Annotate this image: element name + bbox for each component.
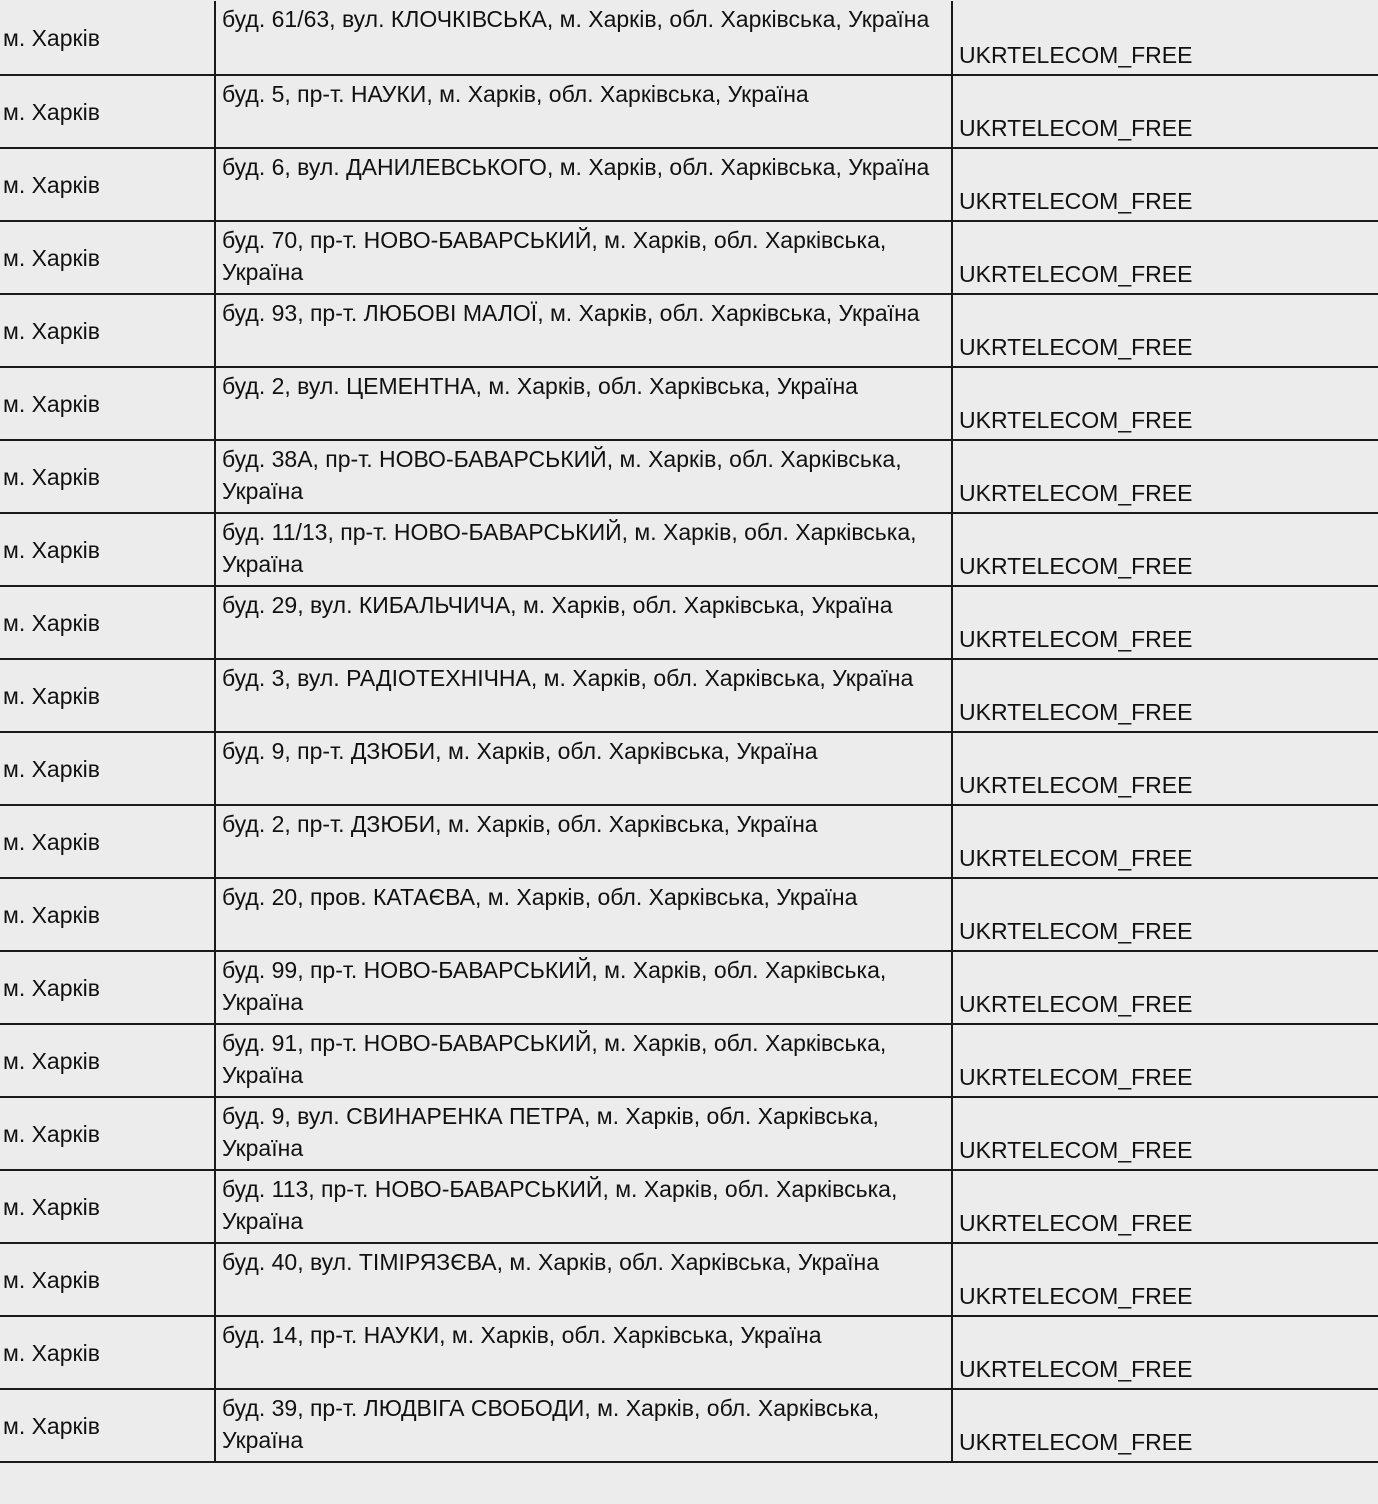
address-cell: буд. 20, пров. КАТАЄВА, м. Харків, обл. Харківська, Україна	[215, 878, 952, 951]
address-cell: буд. 40, вул. ТІМІРЯЗЄВА, м. Харків, обл. Харківська, Україна	[215, 1243, 952, 1316]
address-cell: буд. 91, пр-т. НОВО-БАВАРСЬКИЙ, м. Харків, обл. Харківська, Україна	[215, 1024, 952, 1097]
table-row	[0, 1243, 1378, 1316]
city-cell: м. Харків	[0, 75, 215, 148]
city-cell: м. Харків	[0, 367, 215, 440]
ssid-cell: UKRTELECOM_FREE	[952, 586, 1378, 659]
city-cell: м. Харків	[0, 1097, 215, 1170]
table-row	[0, 367, 1378, 440]
address-cell: буд. 2, пр-т. ДЗЮБИ, м. Харків, обл. Харківська, Україна	[215, 805, 952, 878]
address-cell: буд. 29, вул. КИБАЛЬЧИЧА, м. Харків, обл. Харківська, Україна	[215, 586, 952, 659]
table-row	[0, 1389, 1378, 1462]
table-body	[0, 1, 1378, 1462]
address-cell: буд. 38А, пр-т. НОВО-БАВАРСЬКИЙ, м. Харків, обл. Харківська, Україна	[215, 440, 952, 513]
table-row	[0, 951, 1378, 1024]
ssid-cell: UKRTELECOM_FREE	[952, 951, 1378, 1024]
city-cell: м. Харків	[0, 440, 215, 513]
city-cell: м. Харків	[0, 1243, 215, 1316]
city-cell: м. Харків	[0, 1316, 215, 1389]
ssid-cell: UKRTELECOM_FREE	[952, 878, 1378, 951]
table-row	[0, 75, 1378, 148]
table-row	[0, 586, 1378, 659]
ssid-cell: UKRTELECOM_FREE	[952, 805, 1378, 878]
address-cell: буд. 6, вул. ДАНИЛЕВСЬКОГО, м. Харків, обл. Харківська, Україна	[215, 148, 952, 221]
address-cell: буд. 14, пр-т. НАУКИ, м. Харків, обл. Харківська, Україна	[215, 1316, 952, 1389]
ssid-cell: UKRTELECOM_FREE	[952, 221, 1378, 294]
table-row	[0, 148, 1378, 221]
city-cell: м. Харків	[0, 1389, 215, 1462]
ssid-cell: UKRTELECOM_FREE	[952, 75, 1378, 148]
city-cell: м. Харків	[0, 294, 215, 367]
ssid-cell: UKRTELECOM_FREE	[952, 148, 1378, 221]
table-row	[0, 732, 1378, 805]
table-row	[0, 221, 1378, 294]
city-cell: м. Харків	[0, 586, 215, 659]
table-row	[0, 805, 1378, 878]
city-cell: м. Харків	[0, 878, 215, 951]
ssid-cell: UKRTELECOM_FREE	[952, 1097, 1378, 1170]
city-cell: м. Харків	[0, 1170, 215, 1243]
table-row	[0, 440, 1378, 513]
table-row	[0, 1, 1378, 75]
city-cell: м. Харків	[0, 951, 215, 1024]
address-cell: буд. 9, вул. СВИНАРЕНКА ПЕТРА, м. Харків, обл. Харківська, Україна	[215, 1097, 952, 1170]
ssid-cell: UKRTELECOM_FREE	[952, 513, 1378, 586]
ssid-cell: UKRTELECOM_FREE	[952, 440, 1378, 513]
address-cell: буд. 9, пр-т. ДЗЮБИ, м. Харків, обл. Харківська, Україна	[215, 732, 952, 805]
address-cell: буд. 70, пр-т. НОВО-БАВАРСЬКИЙ, м. Харків, обл. Харківська, Україна	[215, 221, 952, 294]
table-row	[0, 1316, 1378, 1389]
table-row	[0, 513, 1378, 586]
address-cell: буд. 93, пр-т. ЛЮБОВІ МАЛОЇ, м. Харків, обл. Харківська, Україна	[215, 294, 952, 367]
table-row	[0, 1097, 1378, 1170]
ssid-cell: UKRTELECOM_FREE	[952, 1170, 1378, 1243]
city-cell: м. Харків	[0, 659, 215, 732]
ssid-cell: UKRTELECOM_FREE	[952, 1024, 1378, 1097]
city-cell: м. Харків	[0, 805, 215, 878]
address-cell: буд. 99, пр-т. НОВО-БАВАРСЬКИЙ, м. Харків, обл. Харківська, Україна	[215, 951, 952, 1024]
city-cell: м. Харків	[0, 513, 215, 586]
table-row	[0, 1024, 1378, 1097]
wifi-hotspot-table	[0, 1, 1378, 1463]
city-cell: м. Харків	[0, 1024, 215, 1097]
city-cell: м. Харків	[0, 732, 215, 805]
address-cell: буд. 2, вул. ЦЕМЕНТНА, м. Харків, обл. Харківська, Україна	[215, 367, 952, 440]
ssid-cell: UKRTELECOM_FREE	[952, 659, 1378, 732]
address-cell: буд. 113, пр-т. НОВО-БАВАРСЬКИЙ, м. Харків, обл. Харківська, Україна	[215, 1170, 952, 1243]
city-cell: м. Харків	[0, 221, 215, 294]
ssid-cell: UKRTELECOM_FREE	[952, 1243, 1378, 1316]
city-cell: м. Харків	[0, 148, 215, 221]
ssid-cell: UKRTELECOM_FREE	[952, 732, 1378, 805]
table-row	[0, 294, 1378, 367]
table-row	[0, 659, 1378, 732]
city-cell: м. Харків	[0, 1, 215, 75]
ssid-cell: UKRTELECOM_FREE	[952, 1389, 1378, 1462]
ssid-cell: UKRTELECOM_FREE	[952, 1316, 1378, 1389]
address-cell: буд. 61/63, вул. КЛОЧКІВСЬКА, м. Харків, обл. Харківська, Україна	[215, 1, 952, 75]
ssid-cell: UKRTELECOM_FREE	[952, 1, 1378, 75]
table-row	[0, 1170, 1378, 1243]
table-row	[0, 878, 1378, 951]
address-cell: буд. 39, пр-т. ЛЮДВІГА СВОБОДИ, м. Харків, обл. Харківська, Україна	[215, 1389, 952, 1462]
address-cell: буд. 5, пр-т. НАУКИ, м. Харків, обл. Харківська, Україна	[215, 75, 952, 148]
address-cell: буд. 11/13, пр-т. НОВО-БАВАРСЬКИЙ, м. Харків, обл. Харківська, Україна	[215, 513, 952, 586]
ssid-cell: UKRTELECOM_FREE	[952, 294, 1378, 367]
address-cell: буд. 3, вул. РАДІОТЕХНІЧНА, м. Харків, обл. Харківська, Україна	[215, 659, 952, 732]
ssid-cell: UKRTELECOM_FREE	[952, 367, 1378, 440]
